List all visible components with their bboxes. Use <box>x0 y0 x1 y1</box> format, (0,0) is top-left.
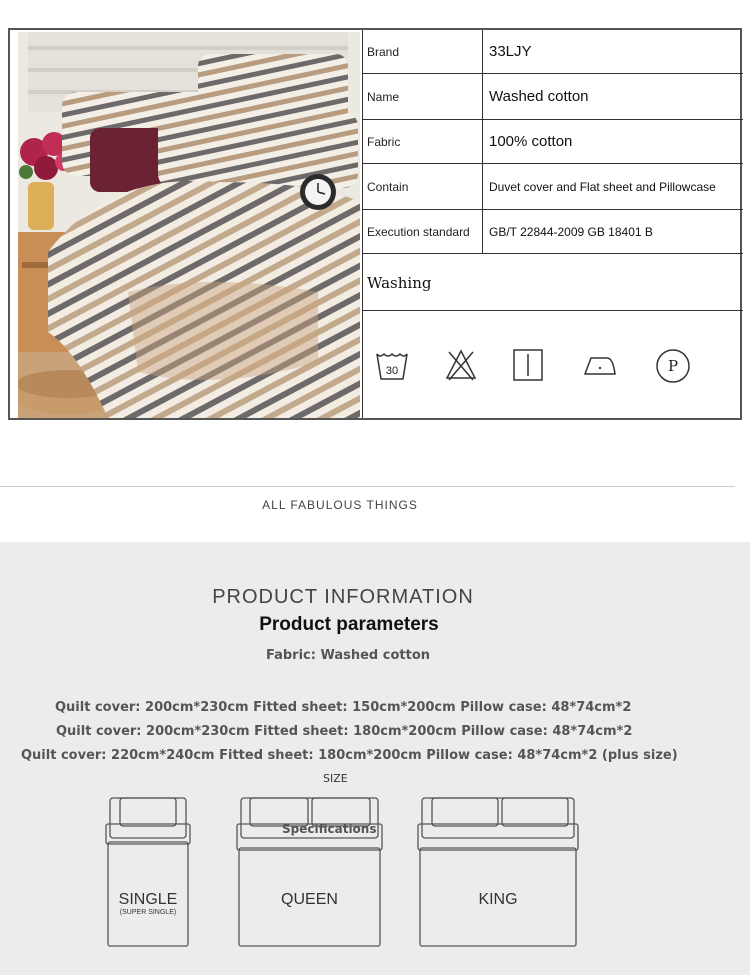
specifications-label: Specifications <box>282 822 377 836</box>
spec-row-standard <box>363 210 743 254</box>
product-photo <box>18 32 360 418</box>
bed-king <box>418 798 578 946</box>
dry-clean-letter: P <box>667 357 679 375</box>
line-dry-icon <box>513 348 543 382</box>
bed-size-diagrams <box>0 792 750 952</box>
spec-table <box>362 30 742 418</box>
size-label: SIZE <box>323 772 348 785</box>
dry-clean-icon <box>655 348 691 384</box>
spec-row-name <box>363 74 743 120</box>
spec-row-contain <box>363 164 743 210</box>
wash-temp-text: 30 <box>385 365 399 377</box>
spec-value: Washed cotton <box>489 88 589 105</box>
section-title: PRODUCT INFORMATION <box>212 586 474 608</box>
size-spec-line: Quilt cover: 220cm*240cm Fitted sheet: 180cm*200cm Pillow case: 48*74cm*2 (plus size) <box>21 748 678 763</box>
spec-label: Brand <box>363 30 483 73</box>
section-tagline: ALL FABULOUS THINGS <box>262 498 418 512</box>
spec-label: Execution standard <box>363 210 483 253</box>
product-info-panel <box>0 542 750 975</box>
spec-value: 100% cotton <box>489 133 573 150</box>
bed-name-king: KING <box>478 891 518 908</box>
wash-30-icon <box>375 348 409 382</box>
spec-row-fabric <box>363 120 743 164</box>
fabric-line: Fabric: Washed cotton <box>265 648 431 663</box>
size-spec-line: Quilt cover: 200cm*230cm Fitted sheet: 150cm*200cm Pillow case: 48*74cm*2 <box>55 700 632 715</box>
divider <box>363 310 743 311</box>
bed-single <box>106 798 190 946</box>
iron-icon <box>583 352 617 378</box>
spec-value: GB/T 22844-2009 GB 18401 B <box>489 224 653 239</box>
bed-name-queen: QUEEN <box>281 891 338 908</box>
bedding-illustration <box>18 32 360 418</box>
spec-value: Duvet cover and Flat sheet and Pillowcase <box>489 179 716 194</box>
separator-line <box>0 486 735 487</box>
spec-label: Name <box>363 74 483 119</box>
spec-label: Contain <box>363 164 483 209</box>
care-icons <box>363 348 743 388</box>
spec-value: 33LJY <box>489 43 532 60</box>
size-spec-line: Quilt cover: 200cm*230cm Fitted sheet: 180cm*200cm Pillow case: 48*74cm*2 <box>56 724 633 739</box>
bed-name-single: SINGLE <box>118 891 178 908</box>
washing-title: Washing <box>367 274 432 292</box>
product-spec-card <box>8 28 742 420</box>
spec-label: Fabric <box>363 120 483 163</box>
spec-row-brand <box>363 30 743 74</box>
bed-note-single: (SUPER SINGLE) <box>119 909 177 916</box>
section-subtitle: Product parameters <box>259 614 439 635</box>
bed-queen <box>237 798 382 946</box>
no-bleach-icon <box>445 348 477 382</box>
